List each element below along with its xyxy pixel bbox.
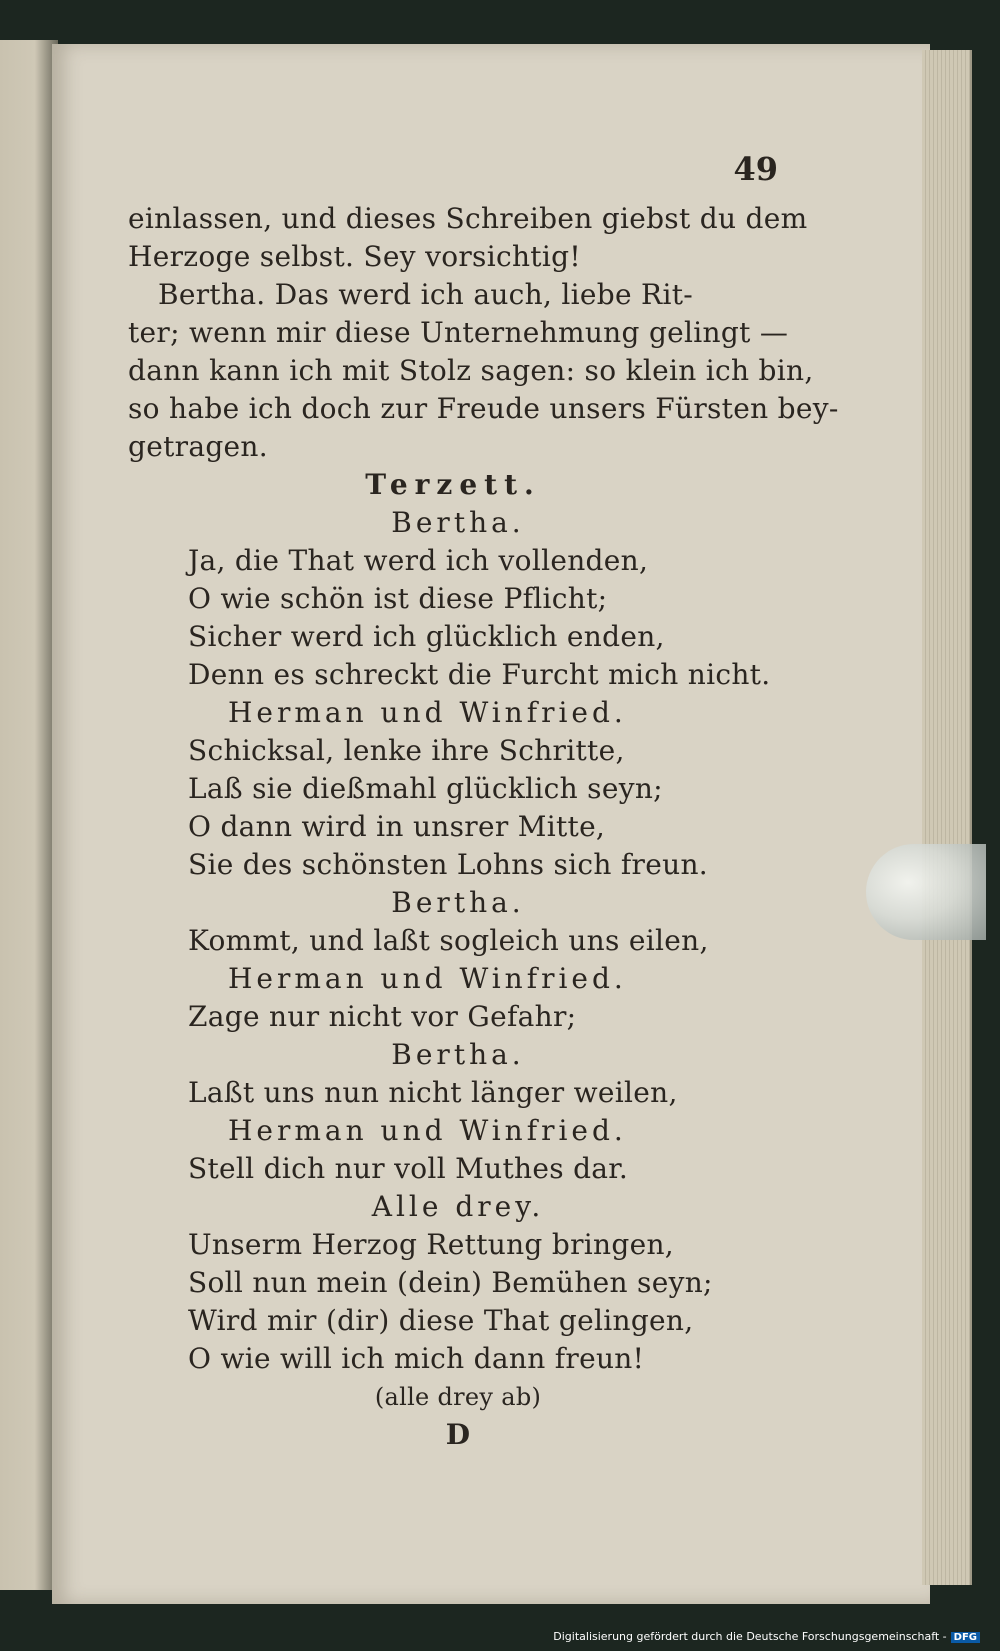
speaker-label: Herman und Winfried.	[228, 962, 627, 995]
credit-text: Digitalisierung gefördert durch die Deutsche Forschungsgemeinschaft -	[553, 1630, 947, 1643]
prose-line: so habe ich doch zur Freude unsers Fürsten bey-	[128, 392, 839, 425]
verse-line: Denn es schreckt die Furcht mich nicht.	[188, 658, 771, 691]
verse-line: Sie des schönsten Lohns sich freun.	[188, 848, 708, 881]
verse-line: O dann wird in unsrer Mitte,	[188, 810, 606, 843]
speaker-label: Herman und Winfried.	[228, 1114, 627, 1147]
prose-line: getragen.	[128, 430, 268, 463]
verse-line: Ja, die That werd ich vollenden,	[188, 544, 649, 577]
speaker-label: Alle drey.	[371, 1190, 545, 1223]
verse-line: Zage nur nicht vor Gefahr;	[188, 1000, 577, 1033]
verse-line: Kommt, und laßt sogleich uns eilen,	[188, 924, 709, 957]
verse-line: O wie schön ist diese Pflicht;	[188, 582, 608, 615]
prose-line: einlassen, und dieses Schreiben giebst du dem	[128, 202, 808, 235]
verse-line: Stell dich nur voll Muthes dar.	[188, 1152, 629, 1185]
verse-line: Schicksal, lenke ihre Schritte,	[188, 734, 625, 767]
speaker-label: Bertha.	[391, 1038, 525, 1071]
verse-line: Unserm Herzog Rettung bringen,	[188, 1228, 674, 1261]
verse-line: Soll nun mein (dein) Bemühen seyn;	[188, 1266, 713, 1299]
prose-line: Herzoge selbst. Sey vorsichtig!	[128, 240, 581, 273]
prose-line: ter; wenn mir diese Unternehmung gelingt —	[128, 316, 789, 349]
verse-line: Laßt uns nun nicht länger weilen,	[188, 1076, 678, 1109]
page-text	[128, 200, 839, 1454]
verse-line: O wie will ich mich dann freun!	[188, 1342, 645, 1375]
speaker-label: Bertha.	[391, 506, 525, 539]
page-stack-edge	[922, 50, 972, 1585]
verse-line: Wird mir (dir) diese That gelingen,	[188, 1304, 694, 1337]
page-number: 49	[733, 150, 778, 188]
digitization-credit	[553, 1630, 980, 1643]
dfg-logo: DFG	[951, 1632, 980, 1643]
speaker-label: Bertha.	[391, 886, 525, 919]
prose-line: dann kann ich mit Stolz sagen: so klein ich bin,	[128, 354, 814, 387]
page-clip	[866, 844, 986, 940]
speaker-label: Herman und Winfried.	[228, 696, 627, 729]
section-heading: Terzett.	[365, 468, 541, 501]
stage-direction: (alle drey ab)	[374, 1383, 542, 1411]
signature-mark: D	[445, 1418, 471, 1451]
prose-line: Bertha. Das werd ich auch, liebe Rit-	[158, 278, 694, 311]
verse-line: Sicher werd ich glücklich enden,	[188, 620, 665, 653]
verse-line: Laß sie dießmahl glücklich seyn;	[188, 772, 663, 805]
left-page-edge	[0, 40, 58, 1590]
